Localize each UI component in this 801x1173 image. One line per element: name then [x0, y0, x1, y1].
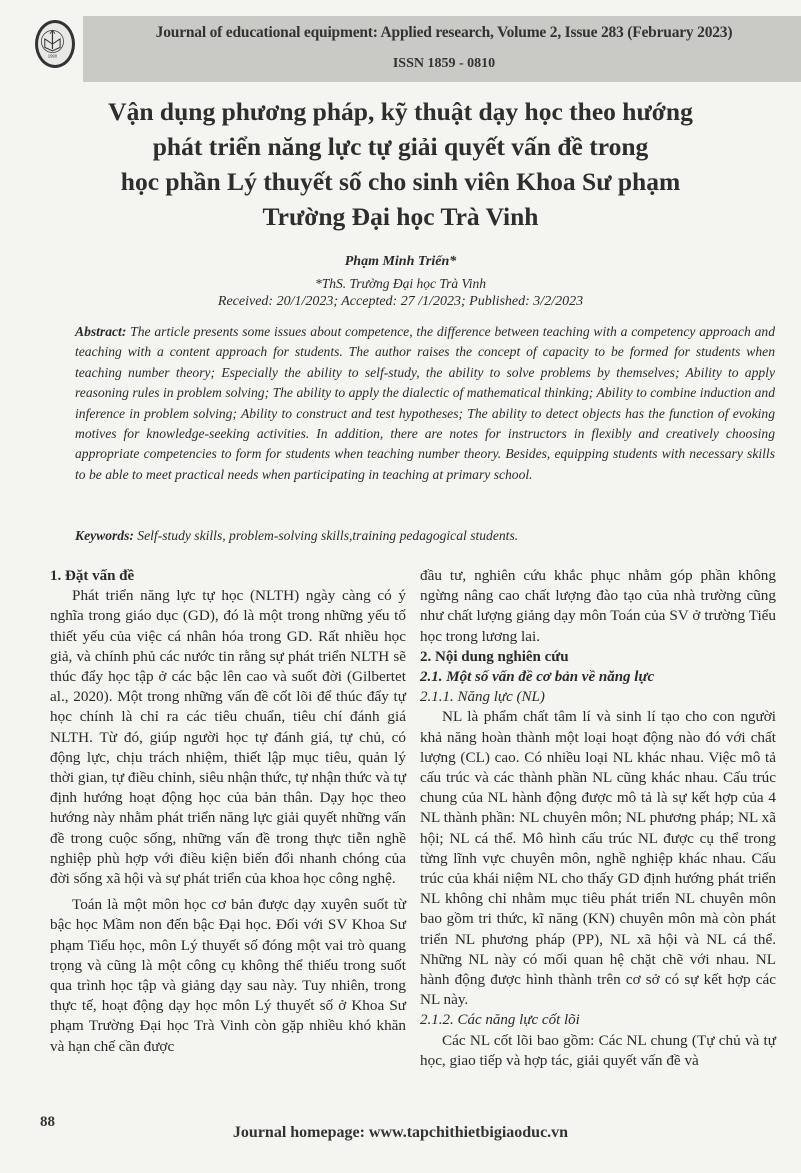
keywords — [75, 528, 775, 544]
body-column-left — [50, 566, 406, 1057]
paragraph: Phát triển năng lực tự học (NLTH) ngày càng có ý nghĩa trong giáo dục (GD), đó là một trong những yếu tố thiết yếu của việc cá nhân hóa trong GD. Rất nhiều học giả, và chính phủ các nước tin rằng sự phát triển NLTH sẽ thúc đẩy học tập ở các bậc lên cao và suốt đời (Gilbertet al., 2020). Một trong những vấn đề cốt lõi để thúc đẩy tự học chính là chỉ ra các tiêu chuẩn, tiêu chí đánh giá NLTH. Từ đó, giúp người học tự đánh giá, tự chủ, có động lực, chịu trách nhiệm, thiết lập mục tiêu, quản lý thời gian, tự điều chỉnh, siêu nhận thức, tự nhận thức và tự định hướng hoạt động học của bản thân. Dạy học theo hướng này nhằm phát triển năng lực giải quyết những vấn đề trong cuộc sống, những vấn đề trong thực tiễn nghề nghiệp phù hợp với điều kiện biến đổi nhanh chóng của đời sống xã hội và sự phát triển của khoa học công nghệ. — [50, 587, 406, 888]
publication-dates: Received: 20/1/2023; Accepted: 27 /1/2023; Published: 3/2/2023 — [217, 294, 584, 309]
section-heading-2: 2. Nội dung nghiên cứu — [420, 648, 569, 665]
issn: ISSN 1859 - 0810 — [392, 56, 496, 71]
header-banner — [83, 16, 801, 82]
article-title — [40, 94, 761, 234]
paragraph: NL là phẩm chất tâm lí và sinh lí tạo cho con người khả năng hoàn thành một loại hoạt động nào đó với chất lượng (CL) cao. Có nhiều loại NL khác nhau. Việc mô tả cấu trúc và các thành phần NL cũng khác nhau. Cấu trúc chung của NL hành động được mô tả là sự kết hợp của 4 NL thành phần: NL chuyên môn; NL phương pháp; NL xã hội; NL cá thể. Mô hình cấu trúc NL được cụ thể trong từng lĩnh vực chuyên môn, nghề nghiệp khác nhau. Cấu trúc của khái niệm NL cho thấy GD định hướng phát triển NL không chỉ nhằm mục tiêu phát triển NL chuyên môn bao gồm tri thức, kĩ năng (KN) chuyên môn mà còn phát triển NL phương pháp (PP), NL xã hội và NL cá thể. Những NL này có mối quan hệ chặt chẽ với nhau. NL hành động được hình thành trên cơ sở có sự kết hợp các NL này. — [420, 708, 776, 1009]
paragraph: Toán là một môn học cơ bản được dạy xuyên suốt từ bậc học Mầm non đến bậc Đại học. Đối với SV Khoa Sư phạm Tiểu học, môn Lý thuyết số đóng một vai trò quang trọng và cũng là một công cụ không thể thiếu trong suốt qua trình học tập và giảng dạy sau này. Tuy nhiên, trong thực tế, hoạt động dạy học môn Lý thuyết số ở Khoa Sư phạm Trường Đại học Trà Vinh còn gặp nhiều khó khăn và hạn chế cần được — [50, 896, 406, 1055]
keywords-text: Self-study skills, problem-solving skills,training pedagogical students. — [133, 528, 519, 543]
body-column-right — [420, 566, 776, 1071]
author-name: Phạm Minh Triển* — [344, 254, 457, 269]
abstract — [75, 322, 775, 485]
journal-logo-icon — [35, 20, 75, 68]
subsection-heading-2-1: 2.1. Một số vấn đề cơ bản về năng lực — [420, 669, 655, 686]
page-number: 88 — [40, 1114, 55, 1130]
paragraph-continued: đầu tư, nghiên cứu khắc phục nhằm góp phần không ngừng nâng cao chất lượng đào tạo của nhà trường cũng như chất lượng giảng dạy môn Toán của SV ở trường Tiểu học trong lương lai. — [420, 567, 776, 645]
title-line-3: học phần Lý thuyết số cho sinh viên Khoa Sư phạm — [120, 167, 681, 196]
paragraph: Các NL cốt lõi bao gồm: Các NL chung (Tự chủ và tự học, giao tiếp và hợp tác, giải quyết vấn đề và — [420, 1031, 776, 1069]
abstract-label: Abstract: — [75, 324, 127, 339]
title-line-4: Trường Đại học Trà Vinh — [262, 202, 539, 231]
abstract-text: The article presents some issues about competence, the difference between teaching with a competency approach and teaching with a content approach for students. The author raises the concept of capacity to be formed for students when teaching number theory; Especially the ability to self-study, the ability to solve problems by themselves; Ability to apply reasoning rules in problem solving; The ability to apply the dialectic of mathematical thinking; Ability to combine induction and inference in problem solving; Ability to construct and test hypotheses; The ability to detect objects has the function of evoking motives for knowledge-seeking activities. In addition, there are notes for instructors in flexibly and creatively choosing appropriate competencies to form for students when teaching number theory. Besides, equipping students with necessary skills to be able to meet practical needs when participating in teaching at primary school. — [75, 324, 775, 482]
section-heading-1: 1. Đặt vấn đề — [50, 568, 135, 584]
journal-homepage: Journal homepage: www.tapchithietbigiaoduc.vn — [232, 1124, 569, 1141]
subsection-heading-2-1-2: 2.1.2. Các năng lực cốt lõi — [420, 1012, 580, 1029]
subsection-heading-2-1-1: 2.1.1. Năng lực (NL) — [420, 689, 545, 706]
logo-emblem-icon — [38, 23, 72, 65]
journal-header — [30, 12, 775, 70]
journal-title: Journal of educational equipment: Applied research, Volume 2, Issue 283 (February 2023) — [155, 24, 733, 41]
title-line-2: phát triển năng lực tự giải quyết vấn đề trong — [152, 132, 649, 161]
keywords-label: Keywords: — [75, 528, 134, 543]
author-affiliation: *ThS. Trường Đại học Trà Vinh — [314, 276, 487, 291]
title-line-1: Vận dụng phương pháp, kỹ thuật dạy học theo hướng — [108, 97, 693, 126]
svg-text:1990: 1990 — [47, 53, 58, 59]
